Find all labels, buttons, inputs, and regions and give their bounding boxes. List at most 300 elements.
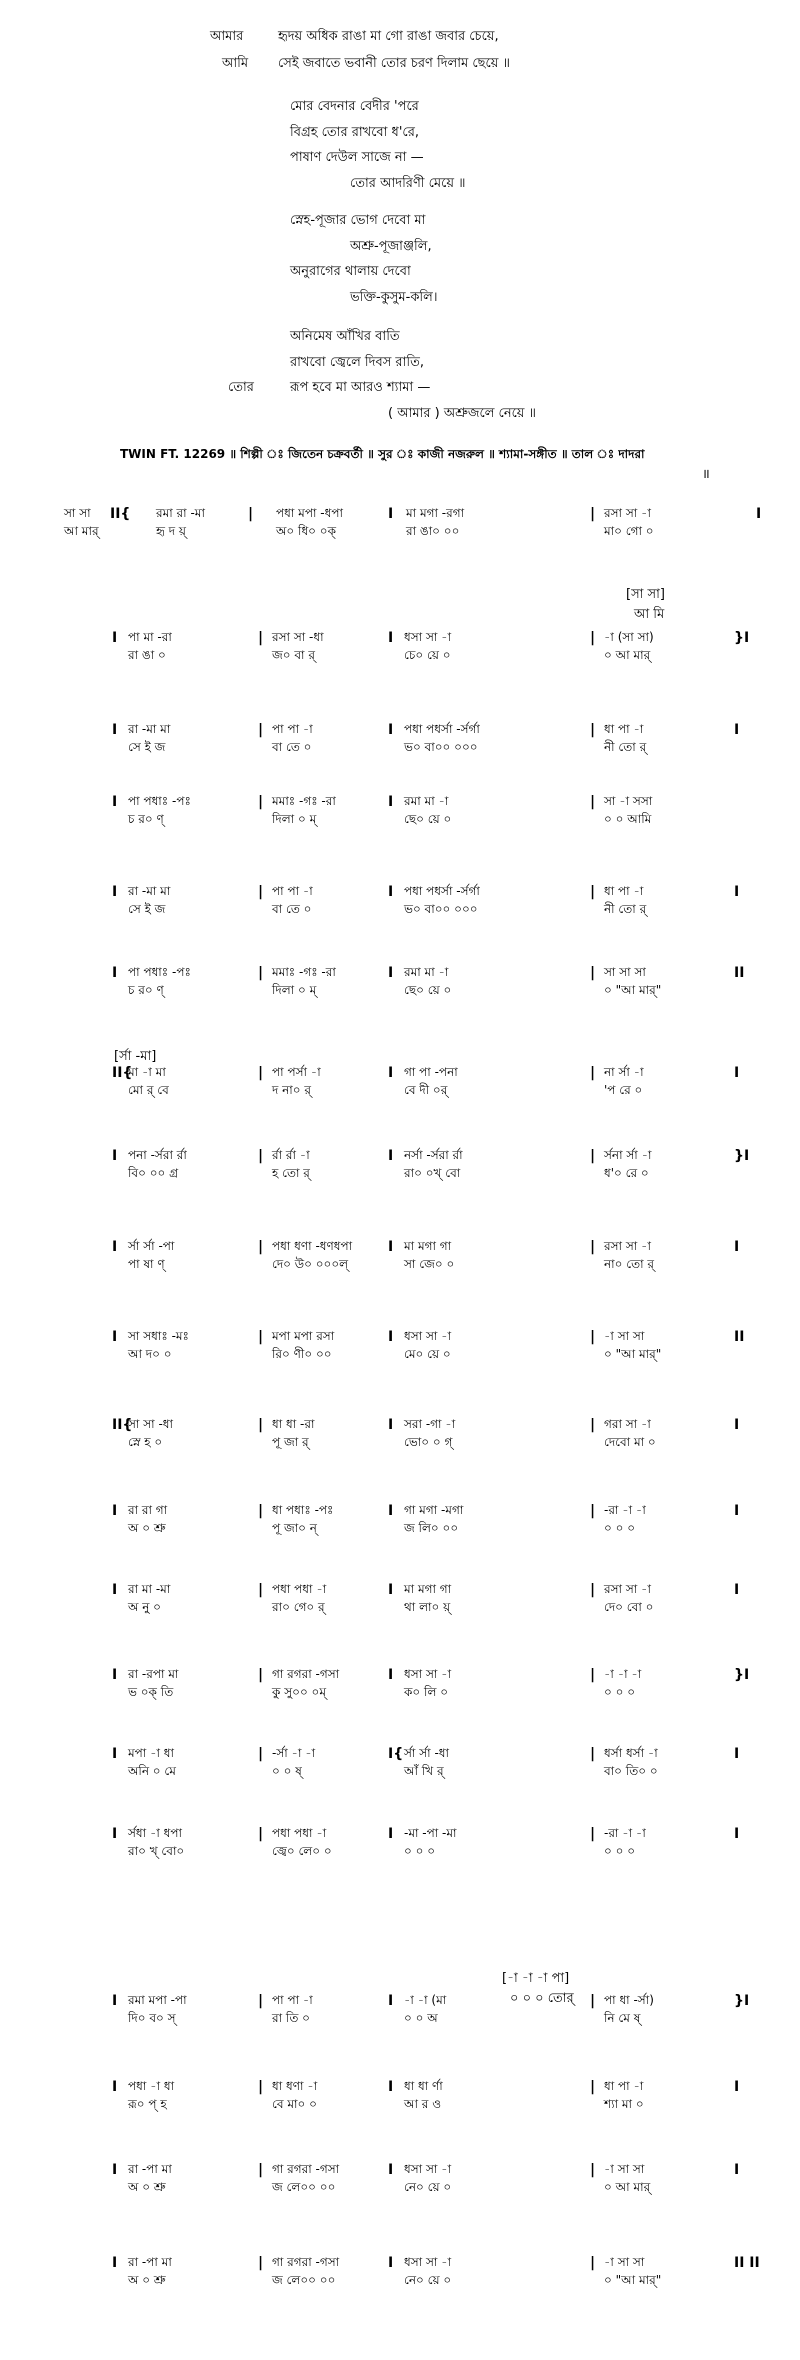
lyric-syllables: ভ ০ক্ তি xyxy=(128,1685,174,1699)
swara-notes: র্সা র্সা -ধা xyxy=(404,1746,449,1760)
swara-notes: সা সধাঃ -মঃ xyxy=(128,1329,189,1343)
swara-notes: মপা -া ধা xyxy=(128,1746,175,1760)
notation-cell xyxy=(404,723,480,753)
swara-notes: পা ধা -র্সা) xyxy=(604,1993,654,2007)
lyric-syllables: অ০ ধি০ ০ক্ xyxy=(276,524,336,538)
lyric-syllables: ধ'০ রে ০ xyxy=(604,1166,649,1180)
lyric-syllables: দে০ উ০ ০০০ল্ xyxy=(272,1257,349,1271)
notation-cell xyxy=(404,2080,443,2110)
notation-cell xyxy=(272,1504,333,1534)
swara-notes: ধা পা -া xyxy=(604,884,644,898)
bar-line: | xyxy=(258,722,264,738)
notation-row xyxy=(0,631,800,663)
lyric-syllables: সা জে০ ০ xyxy=(404,1257,455,1271)
bar-line: }I xyxy=(734,1148,750,1164)
lyric-line: তোর আদরিণী মেয়ে ॥ xyxy=(350,176,466,191)
notation-row xyxy=(0,1504,800,1536)
notation-cell xyxy=(404,1994,446,2024)
notation-cell xyxy=(128,1240,174,1270)
bar-line: | xyxy=(590,630,596,646)
notation-row xyxy=(0,2163,800,2195)
bar-line: II{ xyxy=(110,506,131,522)
notation-cell xyxy=(272,885,313,915)
bar-line: | xyxy=(258,794,264,810)
bar-line: I xyxy=(112,1993,118,2009)
lyric-syllables: অ ০ শ্রু xyxy=(128,1521,166,1535)
notation-cell xyxy=(604,1827,646,1857)
swara-notes: সা সা xyxy=(64,506,91,520)
notation-cell xyxy=(404,885,480,915)
swara-notes: পধা পধা -া xyxy=(272,1826,327,1840)
bar-line: | xyxy=(590,794,596,810)
swara-notes: রা রা গা xyxy=(128,1503,168,1517)
notation-cell xyxy=(128,1149,187,1179)
lyric-syllables: দি০ ব০ স্ xyxy=(128,2011,176,2025)
bar-line: I xyxy=(756,506,762,522)
notation-cell xyxy=(276,507,343,537)
notation-cell xyxy=(604,1747,658,1777)
rsa-ma-bracket: [র্সা -মা] xyxy=(114,1049,157,1064)
bar-line: | xyxy=(258,1148,264,1164)
swara-notes: -া -া (মা xyxy=(404,1993,447,2007)
lyric-syllables: ০ ০ ০ xyxy=(604,1844,636,1858)
lyric-syllables: অ নু ০ xyxy=(128,1600,161,1614)
notation-cell xyxy=(128,1827,184,1857)
lyric-line: ভক্তি-কুসুম-কলি। xyxy=(350,290,438,305)
swara-notes: পা মা -রা xyxy=(128,630,172,644)
lyric-line: আমার xyxy=(210,29,244,44)
lyric-syllables: পা ষা ণ্ xyxy=(128,1257,165,1271)
bar-line: I xyxy=(112,1148,118,1164)
bar-line: | xyxy=(248,506,254,522)
bar-line: I xyxy=(388,1239,394,1255)
swara-notes: গা মগা -মগা xyxy=(404,1503,464,1517)
notation-cell xyxy=(604,1504,646,1534)
bar-line: II xyxy=(734,965,745,981)
swara-notes: না র্সা -া xyxy=(604,1065,644,1079)
bar-line: I xyxy=(734,1826,740,1842)
swara-notes: পধা পধা -া xyxy=(272,1582,327,1596)
bar-line: I xyxy=(734,1746,740,1762)
bar-line: I xyxy=(388,2255,394,2271)
bar-line: | xyxy=(258,1667,264,1683)
lyric-syllables: নে০ য়ে ০ xyxy=(404,2273,452,2287)
bar-line: I{ xyxy=(388,1746,404,1762)
swara-notes: মা -া মা xyxy=(128,1065,166,1079)
notation-row xyxy=(0,885,800,917)
lyric-syllables: ০ আ মার্ xyxy=(604,2180,651,2194)
notation-cell xyxy=(128,631,172,661)
notation-cell xyxy=(604,2163,650,2193)
notation-cell xyxy=(604,1066,644,1096)
bar-line: I xyxy=(112,965,118,981)
lyric-syllables: জ্বে০ লে০ ০ xyxy=(272,1844,332,1858)
lyric-syllables: দে০ বো ০ xyxy=(604,1600,654,1614)
notation-cell xyxy=(404,1149,463,1179)
bar-line: I xyxy=(734,1065,740,1081)
notation-cell xyxy=(604,631,654,661)
lyric-syllables: ০ "আ মার্" xyxy=(604,2273,662,2287)
notation-cell xyxy=(406,507,464,537)
swara-notes: র্সনা র্সা -া xyxy=(604,1148,652,1162)
notation-cell xyxy=(128,1418,173,1448)
bar-line: | xyxy=(590,1148,596,1164)
notation-cell xyxy=(604,1149,651,1179)
bar-line: I xyxy=(112,884,118,900)
notation-cell xyxy=(128,795,191,825)
tor-label: ০ ০ ০ তোর্ xyxy=(510,1991,574,2006)
notation-cell xyxy=(272,1583,326,1613)
notation-row xyxy=(0,723,800,755)
lyric-syllables: আঁ খি র্ xyxy=(404,1764,444,1778)
swara-notes: পা পা -া xyxy=(272,722,313,736)
notation-cell xyxy=(604,885,646,915)
bar-line: | xyxy=(590,1065,596,1081)
bar-line: | xyxy=(258,965,264,981)
bar-line: I xyxy=(112,1826,118,1842)
notation-cell xyxy=(128,966,191,996)
bar-line: I xyxy=(388,1993,394,2009)
lyric-syllables: নী তো র্ xyxy=(604,902,647,916)
swara-notes: ধসা সা -া xyxy=(404,630,452,644)
lyric-syllables: স্নে হ ০ xyxy=(128,1435,163,1449)
lyric-syllables: ছে০ য়ে ০ xyxy=(404,812,452,826)
bar-line: }I xyxy=(734,630,750,646)
bar-line: I xyxy=(734,1503,740,1519)
bar-line: I xyxy=(734,722,740,738)
bar-line: I xyxy=(112,722,118,738)
notation-cell xyxy=(128,885,170,915)
lyric-line: রাখবো জ্বেলে দিবস রাতি, xyxy=(290,355,424,370)
bar-line: | xyxy=(258,884,264,900)
notation-cell xyxy=(604,795,652,825)
swara-notes: মা মগা গা xyxy=(404,1239,452,1253)
notation-cell xyxy=(604,2080,644,2110)
notation-row xyxy=(0,1330,800,1362)
bar-line: | xyxy=(590,1667,596,1683)
swara-notes: রমা মা -া xyxy=(404,965,449,979)
bar-line: | xyxy=(590,1826,596,1842)
notation-cell xyxy=(404,1418,455,1448)
bar-line: | xyxy=(258,630,264,646)
swara-notes: রা মা -মা xyxy=(128,1582,171,1596)
swara-notes: পধা ধণা -ধণধপা xyxy=(272,1239,353,1253)
swara-notes: সরা -গা -া xyxy=(404,1417,456,1431)
notation-cell xyxy=(128,1747,176,1777)
swara-notes: -া সা সা xyxy=(604,1329,645,1343)
lyric-syllables: মা০ গো ০ xyxy=(604,524,654,538)
notation-cell xyxy=(272,1994,313,2024)
lyric-syllables: আ মার্ xyxy=(64,524,99,538)
swara-notes: ধসা সা -া xyxy=(404,1329,452,1343)
lyric-syllables: সে ই জ xyxy=(128,902,166,916)
bar-line: | xyxy=(590,965,596,981)
swara-notes: মপা মপা রসা xyxy=(272,1329,335,1343)
lyric-line: ( আমার ) অশ্রুজলে নেয়ে ॥ xyxy=(388,406,536,421)
swara-notes: রা -মা মা xyxy=(128,884,171,898)
lyric-syllables: ভ০ বা০০ ০০০ xyxy=(404,902,478,916)
swara-notes: সা সা সা xyxy=(604,965,646,979)
lyric-syllables: রা০ খ্ বো০ xyxy=(128,1844,185,1858)
bar-line: I xyxy=(734,2079,740,2095)
lyric-line: মোর বেদনার বেদীর 'পরে xyxy=(290,99,419,114)
lyric-syllables: নি মে ষ্ xyxy=(604,2011,641,2025)
bar-line: I xyxy=(388,1065,394,1081)
swara-notes: রমা মা -া xyxy=(404,794,449,808)
bar-line: II{ xyxy=(112,1065,133,1081)
bar-line: I xyxy=(112,1239,118,1255)
lyric-syllables: নী তো র্ xyxy=(604,740,647,754)
swara-notes: রা -মা মা xyxy=(128,722,171,736)
bar-line: | xyxy=(258,1826,264,1842)
notation-cell xyxy=(404,1583,451,1613)
bar-line: I xyxy=(388,1503,394,1519)
notation-cell xyxy=(156,507,205,537)
swara-notes: -মা -পা -মা xyxy=(404,1826,457,1840)
bar-line: | xyxy=(258,1746,264,1762)
lyric-syllables: দেবো মা ০ xyxy=(604,1435,656,1449)
swara-notes: মমাঃ -গঃ -রা xyxy=(272,965,336,979)
lyric-syllables: বা তে ০ xyxy=(272,740,312,754)
notation-row xyxy=(0,966,800,998)
bar-line: I xyxy=(388,506,394,522)
swara-notes: ধা পা -া xyxy=(604,722,644,736)
bar-line: | xyxy=(590,722,596,738)
lyric-syllables: আ দ০ ০ xyxy=(128,1347,172,1361)
lyric-syllables: ০ ০ আমি xyxy=(604,812,652,826)
bar-line: I xyxy=(112,2079,118,2095)
lyric-syllables: দ না০ র্ xyxy=(272,1083,311,1097)
lyric-syllables: ০ ০ ০ xyxy=(604,1685,636,1699)
swara-notes: রা -পা মা xyxy=(128,2255,172,2269)
lyric-syllables: দিলা ০ ম্ xyxy=(272,983,317,997)
lyric-syllables: বে মা০ ০ xyxy=(272,2097,317,2111)
swara-notes: মা মগা -রগা xyxy=(406,506,465,520)
lyric-line: তোর xyxy=(228,380,254,395)
swara-notes: র্সধা -া ধপা xyxy=(128,1826,182,1840)
notation-cell xyxy=(272,1149,310,1179)
swara-notes: ধসা সা -া xyxy=(404,2255,452,2269)
notation-cell xyxy=(404,1240,454,1270)
lyric-syllables: ০ ০ ষ্ xyxy=(272,1764,302,1778)
lyric-syllables: জ০ বা র্ xyxy=(272,648,315,662)
lyric-syllables: রা ঙা০ ০০ xyxy=(406,524,460,538)
notation-cell xyxy=(272,1330,334,1360)
swara-notes: নর্সা -র্সরা র্রা xyxy=(404,1148,463,1162)
swara-notes: পধা -া ধা xyxy=(128,2079,175,2093)
notation-cell xyxy=(404,1330,451,1360)
swara-notes: রসা সা -ধা xyxy=(272,630,324,644)
bar-line: | xyxy=(258,1582,264,1598)
notation-cell xyxy=(604,1240,654,1270)
swara-notes: ধর্সা ধর্সা -া xyxy=(604,1746,658,1760)
bar-line: I xyxy=(112,1503,118,1519)
notation-cell xyxy=(272,631,324,661)
bar-line: | xyxy=(590,1417,596,1433)
lyric-syllables: শ্যা মা ০ xyxy=(604,2097,644,2111)
notation-cell xyxy=(404,2256,451,2286)
swara-notes: পধা পধর্সা -র্সর্গা xyxy=(404,722,480,736)
notation-row xyxy=(0,1991,800,2026)
bar-line: | xyxy=(258,1417,264,1433)
notation-cell xyxy=(604,723,646,753)
lyric-line: অনিমেষ আঁখির বাতি xyxy=(290,329,400,344)
notation-cell xyxy=(272,1066,321,1096)
swara-notes: -া (সা সা) xyxy=(604,630,654,644)
swara-notes: রমা রা -মা xyxy=(156,506,205,520)
record-info-line: TWIN FT. 12269 ॥ শিল্পী ঃ জিতেন চক্রবর্তী ॥ সুর ঃ কাজী নজরুল ॥ শ্যামা-সঙ্গীত ॥ তাল ঃ দাদরা xyxy=(120,447,645,461)
notation-cell xyxy=(128,1668,178,1698)
notation-cell xyxy=(404,795,451,825)
swara-notes: মমাঃ -গঃ -রা xyxy=(272,794,336,808)
swara-notes: ধসা সা -া xyxy=(404,1667,452,1681)
lyric-syllables: ভ০ বা০০ ০০০ xyxy=(404,740,478,754)
lyric-syllables: ক০ লি ০ xyxy=(404,1685,449,1699)
pa-bracket: [-া -া -া পা] xyxy=(502,1971,570,1986)
swara-notes: সা -া সসা xyxy=(604,794,653,808)
lyric-syllables: রা০ ০খ্ বো xyxy=(404,1166,461,1180)
bar-line: | xyxy=(258,2162,264,2178)
lyric-syllables: 'প রে ০ xyxy=(604,1083,643,1097)
swara-notes: র্রা র্রা -া xyxy=(272,1148,310,1162)
bar-line: | xyxy=(590,1503,596,1519)
bar-line: I xyxy=(388,884,394,900)
bar-line: I xyxy=(388,1148,394,1164)
notation-row xyxy=(0,2080,800,2112)
bar-line: | xyxy=(258,1239,264,1255)
lyric-syllables: চে০ য়ে ০ xyxy=(404,648,451,662)
notation-row xyxy=(0,1583,800,1615)
lyric-syllables: কু সু০০ ০ম্ xyxy=(272,1685,327,1699)
bar-line: | xyxy=(258,2079,264,2095)
notation-cell xyxy=(128,1583,170,1613)
bar-line: I xyxy=(734,1239,740,1255)
bar-line: I xyxy=(388,2079,394,2095)
lyric-line: আমি xyxy=(222,56,249,71)
swara-notes: -া -া -া xyxy=(604,1667,642,1681)
lyric-syllables: নে০ য়ে ০ xyxy=(404,2180,452,2194)
lyric-syllables: হৃ দ য়্ xyxy=(156,524,186,538)
bar-line: I xyxy=(388,794,394,810)
lyric-syllables: জ লে০০ ০০ xyxy=(272,2180,336,2194)
bar-line: I xyxy=(112,1746,118,1762)
lyric-syllables: হ তো র্ xyxy=(272,1166,310,1180)
notation-cell xyxy=(272,1668,339,1698)
lyric-syllables: রা০ গে০ র্ xyxy=(272,1600,325,1614)
lyric-syllables: জ লি০ ০০ xyxy=(404,1521,459,1535)
notation-cell xyxy=(272,1827,332,1857)
lyric-line: বিগ্রহ তোর রাখবো ধ'রে, xyxy=(290,125,419,140)
bar-line: I xyxy=(734,1582,740,1598)
swara-notes: র্সা র্সা -পা xyxy=(128,1239,175,1253)
notation-cell xyxy=(128,2163,172,2193)
lyric-syllables: ০ "আ মার্" xyxy=(604,983,662,997)
bar-line: I xyxy=(388,1826,394,1842)
bar-line: }I xyxy=(734,1993,750,2009)
swara-notes: গা রগরা -গসা xyxy=(272,2255,340,2269)
notation-row xyxy=(0,1418,800,1450)
notation-cell xyxy=(604,1330,661,1360)
notation-cell xyxy=(272,795,336,825)
swara-notes: পা পর্সা -া xyxy=(272,1065,321,1079)
notation-cell xyxy=(272,966,336,996)
notation-cell xyxy=(128,1504,167,1534)
notation-row xyxy=(0,1066,800,1098)
lyric-line: অনুরাগের থালায় দেবো xyxy=(290,264,411,279)
lyric-syllables: থা লা০ য়্ xyxy=(404,1600,451,1614)
swara-notes: ধা পা -া xyxy=(604,2079,644,2093)
swara-notes: পধা মপা -ধপা xyxy=(276,506,343,520)
ami-label: আ মি xyxy=(634,607,665,622)
swara-notes: ধসা সা -া xyxy=(404,2162,452,2176)
lyric-syllables: পূ জা র্ xyxy=(272,1435,309,1449)
swara-notes: গা রগরা -গসা xyxy=(272,1667,340,1681)
notation-cell xyxy=(272,2256,339,2286)
lyric-syllables: বা তে ০ xyxy=(272,902,312,916)
bar-line: | xyxy=(590,1582,596,1598)
bar-line: | xyxy=(258,1993,264,2009)
lyric-syllables: রা ঙা ০ xyxy=(128,648,166,662)
lyric-syllables: বি০ ০০ গ্র xyxy=(128,1166,179,1180)
lyric-syllables: ০ "আ মার্" xyxy=(604,1347,662,1361)
swara-notes: -রা -া -া xyxy=(604,1826,646,1840)
bar-line: | xyxy=(590,2162,596,2178)
notation-row xyxy=(0,2256,800,2288)
lyric-syllables: সে ই জ xyxy=(128,740,166,754)
notation-cell xyxy=(404,631,451,661)
swara-notes: -া সা সা xyxy=(604,2162,645,2176)
notation-cell xyxy=(404,1504,463,1534)
lyric-syllables: ০ ০ অ xyxy=(404,2011,438,2025)
bar-line: I xyxy=(112,1329,118,1345)
notation-row xyxy=(0,1149,800,1181)
bar-line: I xyxy=(388,1667,394,1683)
bar-line: I xyxy=(734,1417,740,1433)
notation-row xyxy=(0,1668,800,1700)
notation-cell xyxy=(272,2080,317,2110)
notation-cell xyxy=(272,1240,352,1270)
bar-line: I xyxy=(112,1582,118,1598)
swara-notes: পনা -র্সরা র্রা xyxy=(128,1148,187,1162)
bar-line: I xyxy=(388,2162,394,2178)
notation-cell xyxy=(404,2163,451,2193)
notation-cell xyxy=(272,1747,315,1777)
bar-line: | xyxy=(258,1065,264,1081)
lyric-syllables: রি০ ণী০ ০০ xyxy=(272,1347,332,1361)
swara-notes: -রা -া -া xyxy=(604,1503,646,1517)
bar-line: I xyxy=(112,794,118,810)
lyric-line: হৃদয় অধিক রাঙা মা গো রাঙা জবার চেয়ে, xyxy=(278,29,499,44)
swara-notes: ধা ধা র্ণা xyxy=(404,2079,443,2093)
bar-line: | xyxy=(590,884,596,900)
bar-line: II xyxy=(734,1329,745,1345)
bar-line: I xyxy=(388,722,394,738)
notation-cell xyxy=(272,2163,339,2193)
lyric-syllables: ভো০ ০ গ্ xyxy=(404,1435,453,1449)
swara-notes: পধা পধর্সা -র্সর্গা xyxy=(404,884,480,898)
bar-line: I xyxy=(112,2162,118,2178)
swara-notes: রসা সা -া xyxy=(604,1239,651,1253)
bar-line: | xyxy=(258,1503,264,1519)
lyric-syllables: চ র০ ণ্ xyxy=(128,983,164,997)
lyric-syllables: বা০ তি০ ০ xyxy=(604,1764,658,1778)
notation-cell xyxy=(128,723,170,753)
bar-line: | xyxy=(590,2079,596,2095)
notation-row xyxy=(0,507,800,539)
notation-cell xyxy=(64,507,99,537)
swara-notes: রা -পা মা xyxy=(128,2162,172,2176)
bar-line: }I xyxy=(734,1667,750,1683)
